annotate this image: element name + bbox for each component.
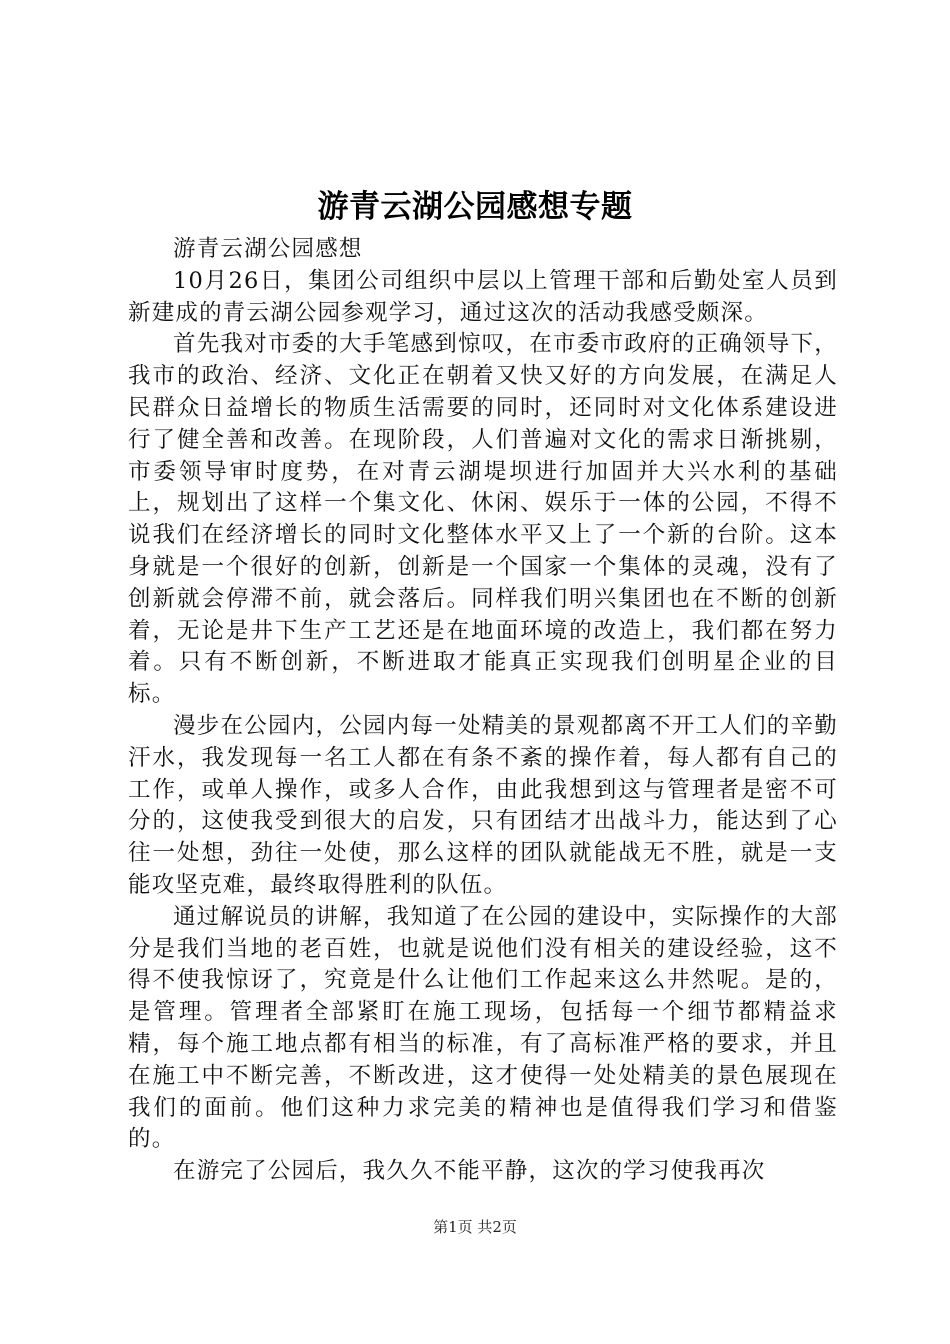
document-subtitle: 游青云湖公园感想 <box>173 236 363 262</box>
paragraph-4: 通过解说员的讲解，我知道了在公园的建设中，实际操作的大部分是我们当地的老百姓，也就是说他们没有相关的建设经验，这不得不使我惊讶了，究竟是什么让他们工作起来这么井然呢。是的，是管理。管理者全部紧盯在施工现场，包括每一个细节都精益求精，每个施工地点都有相当的标准，有了高标准严格的要求，并且在施工中不断完善，不断改进，这才使得一处处精美的景色展现在我们的面前。他们这种力求完美的精神也是值得我们学习和借鉴的。 <box>128 903 838 1153</box>
page-footer: 第1页 共2页 <box>433 1218 517 1236</box>
paragraph-2: 首先我对市委的大手笔感到惊叹，在市委市政府的正确领导下，我市的政治、经济、文化正在朝着又快又好的方向发展，在满足人民群众日益增长的物质生活需要的同时，还同时对文化体系建设进行了健全善和改善。在现阶段，人们普遍对文化的需求日渐挑剔，市委领导审时度势，在对青云湖堤坝进行加固并大兴水利的基础上，规划出了这样一个集文化、休闲、娱乐于一体的公园，不得不说我们在经济增长的同时文化整体水平又上了一个新的台阶。这本身就是一个很好的创新，创新是一个国家一个集体的灵魂，没有了创新就会停滞不前，就会落后。同样我们明兴集团也在不断的创新着，无论是井下生产工艺还是在地面环境的改造上，我们都在努力着。只有不断创新，不断进取才能真正实现我们创明星企业的目标。 <box>128 331 838 708</box>
paragraph-1: 10月26日，集团公司组织中层以上管理干部和后勤处室人员到新建成的青云湖公园参观学习，通过这次的活动我感受颇深。 <box>128 267 838 326</box>
document-body <box>128 234 838 1188</box>
paragraph-5: 在游完了公园后，我久久不能平静，这次的学习使我再次 <box>173 1158 766 1185</box>
paragraph-3: 漫步在公园内，公园内每一处精美的景观都离不开工人们的辛勤汗水，我发现每一名工人都在有条不紊的操作着，每人都有自己的工作，或单人操作，或多人合作，由此我想到这与管理者是密不可分的，这使我受到很大的启发，只有团结才出战斗力，能达到了心往一处想，劲往一处使，那么这样的团队就能战无不胜，就是一支能攻坚克难，最终取得胜利的队伍。 <box>128 712 838 898</box>
document-title: 游青云湖公园感想专题 <box>317 189 633 225</box>
